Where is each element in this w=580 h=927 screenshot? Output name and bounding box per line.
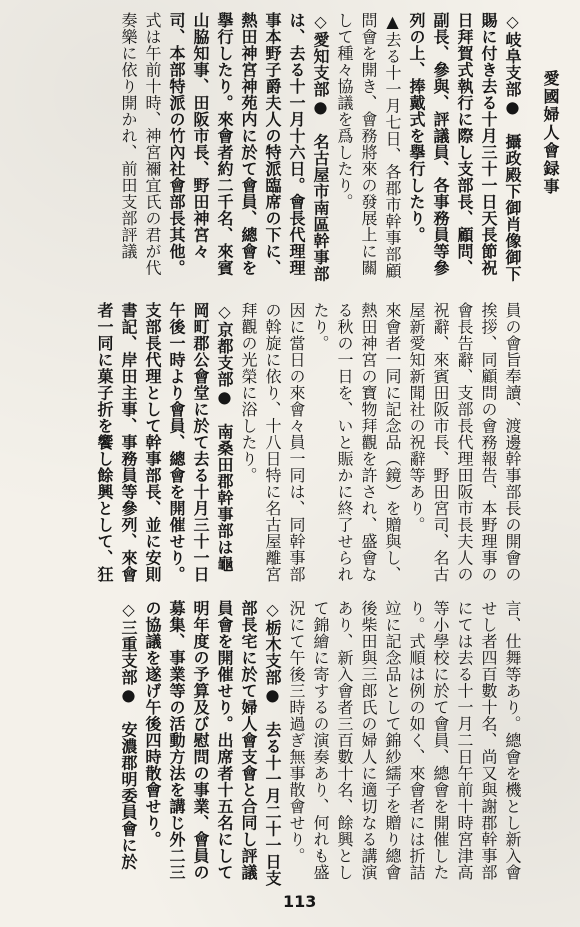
page-number: 113 [283,892,317,911]
paragraph-kyoto-branch: ◇京都支部● 南桑田郡幹事部は龜岡町郡公會堂に於て去る十月三十一日午後一時より會員、總會を開催せり。支部長代理として幹事部長、並に安則書記、岸田主事、事務員等參列、來會者一同に菓子折を饗し餘興として、狂 [95,302,234,583]
paragraph-gifu-branch: ◇岐阜支部● 攝政殿下御肖像御下賜に付き去る十月三十一日天長節祝日拜賀式執行に際し支部長、顧問、副長、參與、評議員、各事務員等參列の上、捧戴式を擧行したり。 [407,12,522,282]
paragraph-mie-branch: ◇三重支部● 安濃郡明委員會に於 [119,600,138,870]
paragraph-aichi-speeches: 員の會旨奉讀、渡邊幹事部長の開會の挨拶、同顧問の會務報告、本野理事の會長告辭、支部長代理田阪市長夫人の祝辭、來賓田阪市長、野田宮司、名古屋新愛知新聞社の祝辭等あり。 [407,302,522,583]
text-band-middle [54,302,524,587]
paragraph-kyoto-continued: 言、仕舞等あり。總會を機とし新入會せし者四百數十名、尚又與謝郡幹事部にては去る十一月二日午前十時宮津高等小學校に於て會員、總會を開催したり。式順は例の如く、來會者には折詰竝に記念品として錦紗繻子を贈り總會後柴田與三郎氏の婦人に適切なる講演あり、新入會者三百數十名、餘興として錦繪に寄するの演奏あり、何れも盛況にて午後三時過ぎ無事散會せり。 [287,600,522,881]
paragraph-aichi-ceremony: 式は午前十時、神宮禰宜氏の君が代奏樂に依り開かれ、前田支部評議 [119,12,162,276]
paragraph-aichi-palace-visit: 因に當日の來會々員一同は、同幹事部の斡旋に依り、十八日特に名古屋離宮拜觀の光榮に浴したり。 [239,302,306,583]
paragraph-tochigi-branch: ◇栃木支部● 去る十一月二十一日支部長宅に於て婦人會支會と合同し評議員會を開催せり。出席者十五名にして明年度の予算及び慰問の事業、會員の募集、事業等の活動方法を講じ外二三の協議を遂げ午後四時散會せり。 [143,600,282,887]
paragraph-aichi-branch: ◇愛知支部● 名古屋市南區幹事部は、去る十一月十六日。會長代理理事本野子爵夫人の特派臨席の下に、熱田神宮神苑内に於て會員、總會を擧行したり。來會者約二千名、來賓山脇知事、田阪市長、野田神宮々司、本部特派の竹內社會部長其他。 [167,12,330,282]
text-band-bottom [54,600,524,890]
paragraph-aichi-gifts: 來會者一同に記念品（鏡）を贈與し、熱田神宮の寶物拜觀を許され、盛會なる秋の一日を、いと賑かに終了せられたり。 [311,302,402,583]
paragraph-gifu-meeting: ▲去る十一月七日、各郡市幹事部顧問會を開き、會務將來の發展上に關して種々協議を爲したり。 [335,12,402,279]
text-band-top [54,12,524,287]
running-head: 愛國婦人會録事 [541,70,560,196]
